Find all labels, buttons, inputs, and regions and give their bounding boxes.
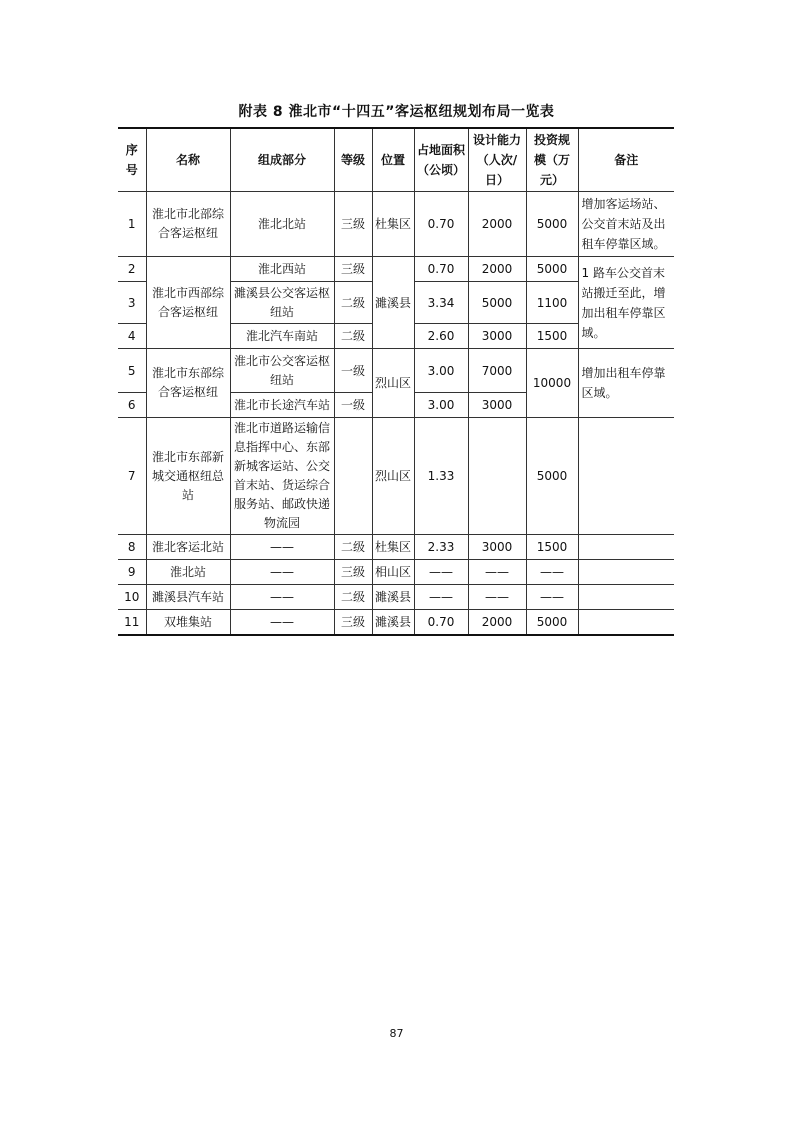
cell-capacity: —— <box>468 560 526 585</box>
cell-area: 0.70 <box>414 192 468 257</box>
cell-remarks <box>578 610 674 636</box>
table-row <box>118 349 674 393</box>
table-row <box>118 610 674 636</box>
cell-grade: 三级 <box>334 192 372 257</box>
header-grade: 等级 <box>334 128 372 192</box>
cell-hub-name-north: 淮北市北部综合客运枢纽 <box>146 192 230 257</box>
cell-component: 淮北市道路运输信息指挥中心、东部新城客运站、公交首末站、货运综合服务站、邮政快递物流园 <box>230 418 334 535</box>
cell-name: 双堆集站 <box>146 610 230 636</box>
cell-investment: —— <box>526 585 578 610</box>
cell-capacity: 7000 <box>468 349 526 393</box>
cell-location: 杜集区 <box>372 535 414 560</box>
cell-grade: 二级 <box>334 324 372 349</box>
cell-capacity: 2000 <box>468 192 526 257</box>
cell-component: 淮北北站 <box>230 192 334 257</box>
cell-investment: 5000 <box>526 418 578 535</box>
cell-component: 淮北市公交客运枢纽站 <box>230 349 334 393</box>
cell-investment: 5000 <box>526 257 578 282</box>
cell-grade <box>334 418 372 535</box>
cell-capacity: 2000 <box>468 610 526 636</box>
header-location: 位置 <box>372 128 414 192</box>
cell-name: 濉溪县汽车站 <box>146 585 230 610</box>
cell-capacity: 3000 <box>468 324 526 349</box>
cell-investment: 10000 <box>526 349 578 418</box>
cell-location: 杜集区 <box>372 192 414 257</box>
table-row <box>118 585 674 610</box>
table-title: 附表 8 淮北市“十四五”客运枢纽规划布局一览表 <box>238 104 555 120</box>
cell-capacity: 2000 <box>468 257 526 282</box>
cell-area: 2.60 <box>414 324 468 349</box>
header-row <box>118 128 674 192</box>
cell-grade: 一级 <box>334 393 372 418</box>
cell-investment: —— <box>526 560 578 585</box>
header-capacity: 设计能力（人次/日） <box>468 128 526 192</box>
table-row <box>118 560 674 585</box>
passenger-hub-table <box>118 127 674 636</box>
cell-area: 3.34 <box>414 282 468 324</box>
cell-investment: 1500 <box>526 324 578 349</box>
cell-seq: 9 <box>118 560 146 585</box>
table-row <box>118 535 674 560</box>
cell-remarks-west: 1 路车公交首末站搬迁至此，增加出租车停靠区域。 <box>578 257 674 349</box>
cell-component: —— <box>230 560 334 585</box>
cell-seq: 11 <box>118 610 146 636</box>
header-investment: 投资规模（万元） <box>526 128 578 192</box>
cell-seq: 3 <box>118 282 146 324</box>
cell-location: 烈山区 <box>372 418 414 535</box>
cell-area: 1.33 <box>414 418 468 535</box>
cell-investment: 1500 <box>526 535 578 560</box>
cell-hub-name-west: 淮北市西部综合客运枢纽 <box>146 257 230 349</box>
cell-remarks-north: 增加客运场站、公交首末站及出租车停靠区域。 <box>578 192 674 257</box>
cell-component: —— <box>230 585 334 610</box>
header-area: 占地面积（公顷） <box>414 128 468 192</box>
cell-remarks <box>578 585 674 610</box>
cell-location: 濉溪县 <box>372 257 414 349</box>
cell-area: —— <box>414 585 468 610</box>
cell-capacity: 3000 <box>468 535 526 560</box>
cell-seq: 2 <box>118 257 146 282</box>
cell-component: —— <box>230 610 334 636</box>
cell-component: 淮北汽车南站 <box>230 324 334 349</box>
cell-area: 3.00 <box>414 349 468 393</box>
cell-location: 濉溪县 <box>372 610 414 636</box>
cell-seq: 1 <box>118 192 146 257</box>
cell-remarks <box>578 560 674 585</box>
cell-component: —— <box>230 535 334 560</box>
header-seq: 序号 <box>118 128 146 192</box>
table-row <box>118 257 674 282</box>
cell-area: —— <box>414 560 468 585</box>
cell-area: 0.70 <box>414 257 468 282</box>
cell-area: 0.70 <box>414 610 468 636</box>
page-number: 87 <box>389 1027 404 1040</box>
cell-investment: 1100 <box>526 282 578 324</box>
cell-capacity: 5000 <box>468 282 526 324</box>
cell-grade: 二级 <box>334 535 372 560</box>
cell-area: 3.00 <box>414 393 468 418</box>
cell-location: 相山区 <box>372 560 414 585</box>
cell-investment: 5000 <box>526 192 578 257</box>
cell-grade: 二级 <box>334 282 372 324</box>
cell-capacity: 3000 <box>468 393 526 418</box>
cell-location: 烈山区 <box>372 349 414 418</box>
cell-grade: 三级 <box>334 610 372 636</box>
cell-seq: 10 <box>118 585 146 610</box>
cell-seq: 8 <box>118 535 146 560</box>
cell-hub-name-east: 淮北市东部综合客运枢纽 <box>146 349 230 418</box>
cell-seq: 7 <box>118 418 146 535</box>
header-components: 组成部分 <box>230 128 334 192</box>
cell-capacity <box>468 418 526 535</box>
cell-location: 濉溪县 <box>372 585 414 610</box>
cell-area: 2.33 <box>414 535 468 560</box>
table-row <box>118 418 674 535</box>
cell-grade: 一级 <box>334 349 372 393</box>
cell-component: 淮北西站 <box>230 257 334 282</box>
cell-investment: 5000 <box>526 610 578 636</box>
cell-remarks-east: 增加出租车停靠区域。 <box>578 349 674 418</box>
cell-seq: 4 <box>118 324 146 349</box>
cell-capacity: —— <box>468 585 526 610</box>
table-row <box>118 192 674 257</box>
cell-component: 濉溪县公交客运枢纽站 <box>230 282 334 324</box>
cell-name: 淮北站 <box>146 560 230 585</box>
cell-grade: 三级 <box>334 560 372 585</box>
cell-grade: 三级 <box>334 257 372 282</box>
cell-seq: 5 <box>118 349 146 393</box>
cell-remarks <box>578 418 674 535</box>
cell-name: 淮北客运北站 <box>146 535 230 560</box>
cell-remarks <box>578 535 674 560</box>
cell-seq: 6 <box>118 393 146 418</box>
cell-hub-name-new-city: 淮北市东部新城交通枢纽总站 <box>146 418 230 535</box>
header-name: 名称 <box>146 128 230 192</box>
header-remarks: 备注 <box>578 128 674 192</box>
cell-component: 淮北市长途汽车站 <box>230 393 334 418</box>
cell-grade: 二级 <box>334 585 372 610</box>
